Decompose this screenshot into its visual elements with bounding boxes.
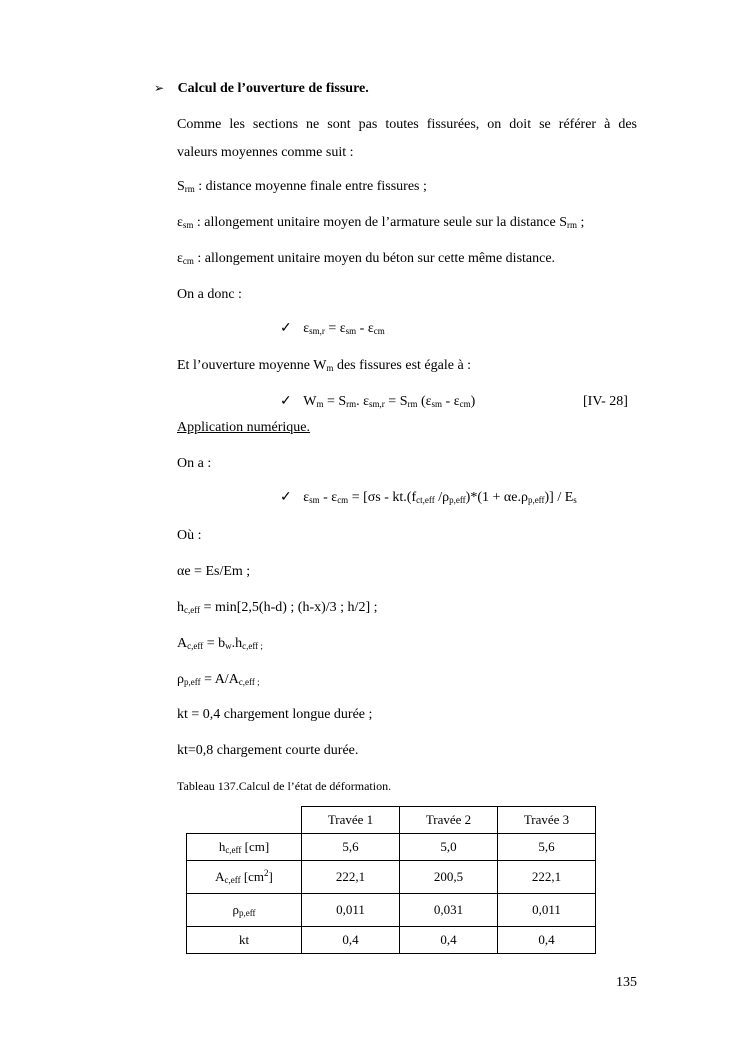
table-header: Travée 3	[498, 807, 596, 834]
intro-line-2: valeurs moyennes comme suit :	[177, 145, 354, 160]
table-row	[187, 927, 596, 954]
table-cell: 0,4	[400, 927, 498, 954]
arrow-bullet-icon: ➢	[154, 81, 165, 95]
checkmark-icon: ✓	[280, 490, 292, 505]
checkmark-icon: ✓	[280, 321, 292, 336]
table-cell: 0,031	[400, 894, 498, 927]
equation-2: ✓ $W_m = S_{rm}$. $\varepsilon_{sm,r} = S_{rm}$ $(\varepsilon_{sm} - \varepsilon_{cm})$	[280, 394, 476, 409]
kt-short: kt=0,8 chargement courte durée.	[177, 743, 359, 758]
row-label: kt	[187, 927, 302, 954]
def-esm: $\varepsilon_{sm}$ : allongement unitaire moyen de l’armature seule sur la distance $S_{rm}$ ;	[177, 215, 585, 230]
alpha-def: αe = Es/Em ;	[177, 564, 251, 579]
table-cell: 5,0	[400, 834, 498, 861]
table-cell: 0,011	[498, 894, 596, 927]
table-header: Travée 2	[400, 807, 498, 834]
table-header-row	[187, 807, 596, 834]
table-cell: 0,011	[302, 894, 400, 927]
ou-label: Où :	[177, 528, 202, 543]
table-cell: 5,6	[302, 834, 400, 861]
table-row	[187, 834, 596, 861]
table-cell: 0,4	[302, 927, 400, 954]
page-number: 135	[616, 975, 637, 990]
row-label: $h_{c,eff}$ [cm]	[187, 834, 302, 861]
row-label: $\rho_{p,eff}$	[187, 894, 302, 927]
ouverture-line: Et l’ouverture moyenne $W_m$ des fissures est égale à :	[177, 358, 472, 373]
rho-def: $\rho_{p,eff} = A/A_{c,eff ;}$	[177, 672, 260, 687]
def-srm: $S_{rm}$ : distance moyenne finale entre fissures ;	[177, 179, 427, 194]
table-cell: 0,4	[498, 927, 596, 954]
table-cell: 222,1	[302, 861, 400, 894]
ona: On a :	[177, 456, 212, 471]
table-header: Travée 1	[302, 807, 400, 834]
application-heading: Application numérique.	[177, 420, 310, 435]
equation-1: ✓ $\varepsilon_{sm,r} = \varepsilon_{sm} - \varepsilon_{cm}$	[280, 321, 385, 336]
table-row	[187, 861, 596, 894]
kt-long: kt = 0,4 chargement longue durée ;	[177, 707, 373, 722]
row-label: $A_{c,eff}$ $[cm^2]$	[187, 861, 302, 894]
table-cell: 5,6	[498, 834, 596, 861]
def-ecm: $\varepsilon_{cm}$ : allongement unitaire moyen du béton sur cette même distance.	[177, 251, 556, 266]
intro-line-1: Comme les sections ne sont pas toutes fissurées, on doit se référer à des	[177, 117, 637, 132]
ac-def: $A_{c,eff} = b_w.h_{c,eff ;}$	[177, 636, 263, 651]
table-row	[187, 894, 596, 927]
table-caption: Tableau 137.Calcul de l’état de déformation.	[177, 779, 392, 793]
table-cell: 222,1	[498, 861, 596, 894]
hc-def: $h_{c,eff} = \min[2,5(h-d)$ ; (h-x)/3 ; h/2] ;	[177, 600, 378, 615]
equation-ref: [IV- 28]	[583, 394, 628, 409]
table-cell: 200,5	[400, 861, 498, 894]
section-title: Calcul de l’ouverture de fissure.	[177, 81, 369, 96]
ona-donc: On a donc :	[177, 287, 242, 302]
checkmark-icon: ✓	[280, 394, 292, 409]
equation-3: ✓ $\varepsilon_{sm} - \varepsilon_{cm} = [\sigma s - kt.(f_{ct,eff}$ $/\rho_{p,eff})*(1 + \alpha e.\rho_{p,eff})] / E_s$	[280, 490, 577, 505]
table-corner	[187, 807, 302, 834]
section-heading	[154, 81, 369, 98]
deformation-table	[186, 806, 596, 954]
